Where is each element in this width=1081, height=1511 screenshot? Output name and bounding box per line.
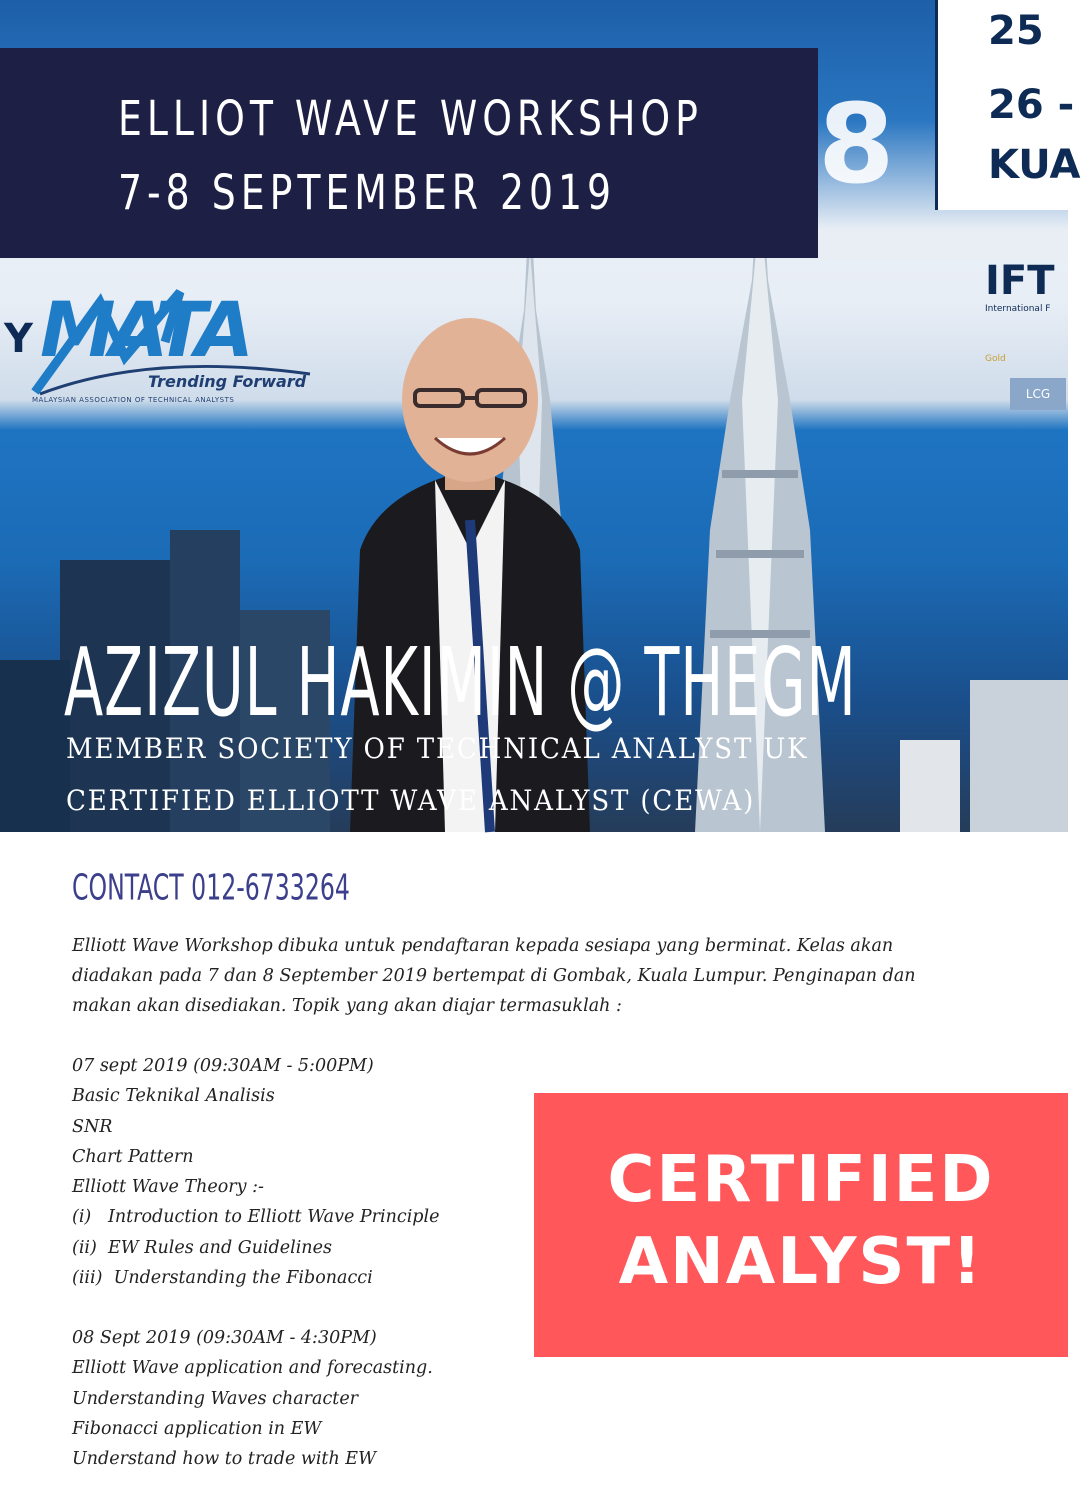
workshop-dates: 7-8 SEPTEMBER 2019 <box>118 164 617 221</box>
list-item: (ii) EW Rules and Guidelines <box>72 1237 332 1258</box>
mata-logo-word: MATA <box>40 285 248 374</box>
day2-heading: 08 Sept 2019 (09:30AM - 4:30PM) <box>72 1328 377 1348</box>
banner-fragment-text: Y <box>4 316 33 362</box>
city-buildings-right-icon <box>880 560 1068 832</box>
list-item: Understand how to trade with EW <box>72 1449 377 1470</box>
day2-agenda <box>72 1323 532 1474</box>
mata-logo-subtitle: MALAYSIAN ASSOCIATION OF TECHNICAL ANALYSTS <box>32 396 235 404</box>
workshop-header <box>0 48 818 258</box>
list-item: SNR <box>72 1116 113 1137</box>
list-item: Chart Pattern <box>72 1146 194 1167</box>
badge-line-2: ANALYST! <box>618 1225 984 1299</box>
banner-date-3: KUA <box>988 142 1081 188</box>
badge-line-1: CERTIFIED <box>607 1143 995 1217</box>
workshop-title: ELLIOT WAVE WORKSHOP <box>118 90 703 147</box>
list-item: Elliott Wave Theory :- <box>72 1177 264 1198</box>
list-item: Basic Teknikal Analisis <box>72 1086 275 1107</box>
banner-big-digit: 8 <box>818 80 895 208</box>
partner-logo-sub: International F <box>985 304 1051 314</box>
list-item: Fibonacci application in EW <box>72 1418 322 1439</box>
banner-date-panel <box>935 0 1081 210</box>
list-item: Understanding Waves character <box>72 1388 359 1409</box>
workshop-description: Elliott Wave Workshop dibuka untuk pendaftaran kepada sesiapa yang berminat. Kelas akan diadakan pada 7 dan 8 September 2019 bertempat di Gombak, Kuala Lumpur. Penginapan dan makan akan disediakan. Topik yang akan diajar termasuklah : <box>72 936 916 1016</box>
lcg-logo: LCG <box>1010 378 1066 410</box>
partner-gold-label: Gold <box>985 354 1006 364</box>
list-item: (iii) Understanding the Fibonacci <box>72 1268 373 1289</box>
partner-logo-word: IFT <box>985 258 1055 304</box>
banner-date-2: 26 - <box>988 82 1075 128</box>
speaker-name: AZIZUL HAKIMIN @ THEGM <box>64 628 857 739</box>
day1-agenda <box>72 1051 532 1293</box>
banner-date-1: 25 <box>988 8 1044 54</box>
contact-number: CONTACT 012-6733264 <box>72 866 350 909</box>
certified-analyst-badge <box>534 1093 1068 1357</box>
mata-logo-tagline: Trending Forward <box>148 372 307 391</box>
list-item: (i) Introduction to Elliott Wave Principle <box>72 1207 440 1228</box>
speaker-credential-certification: CERTIFIED ELLIOTT WAVE ANALYST (CEWA) <box>66 784 756 817</box>
day1-heading: 07 sept 2019 (09:30AM - 5:00PM) <box>72 1056 374 1076</box>
speaker-credential-membership: MEMBER SOCIETY OF TECHNICAL ANALYST UK <box>66 732 809 765</box>
partner-logo <box>985 258 1075 364</box>
list-item: Elliott Wave application and forecasting. <box>72 1358 433 1379</box>
